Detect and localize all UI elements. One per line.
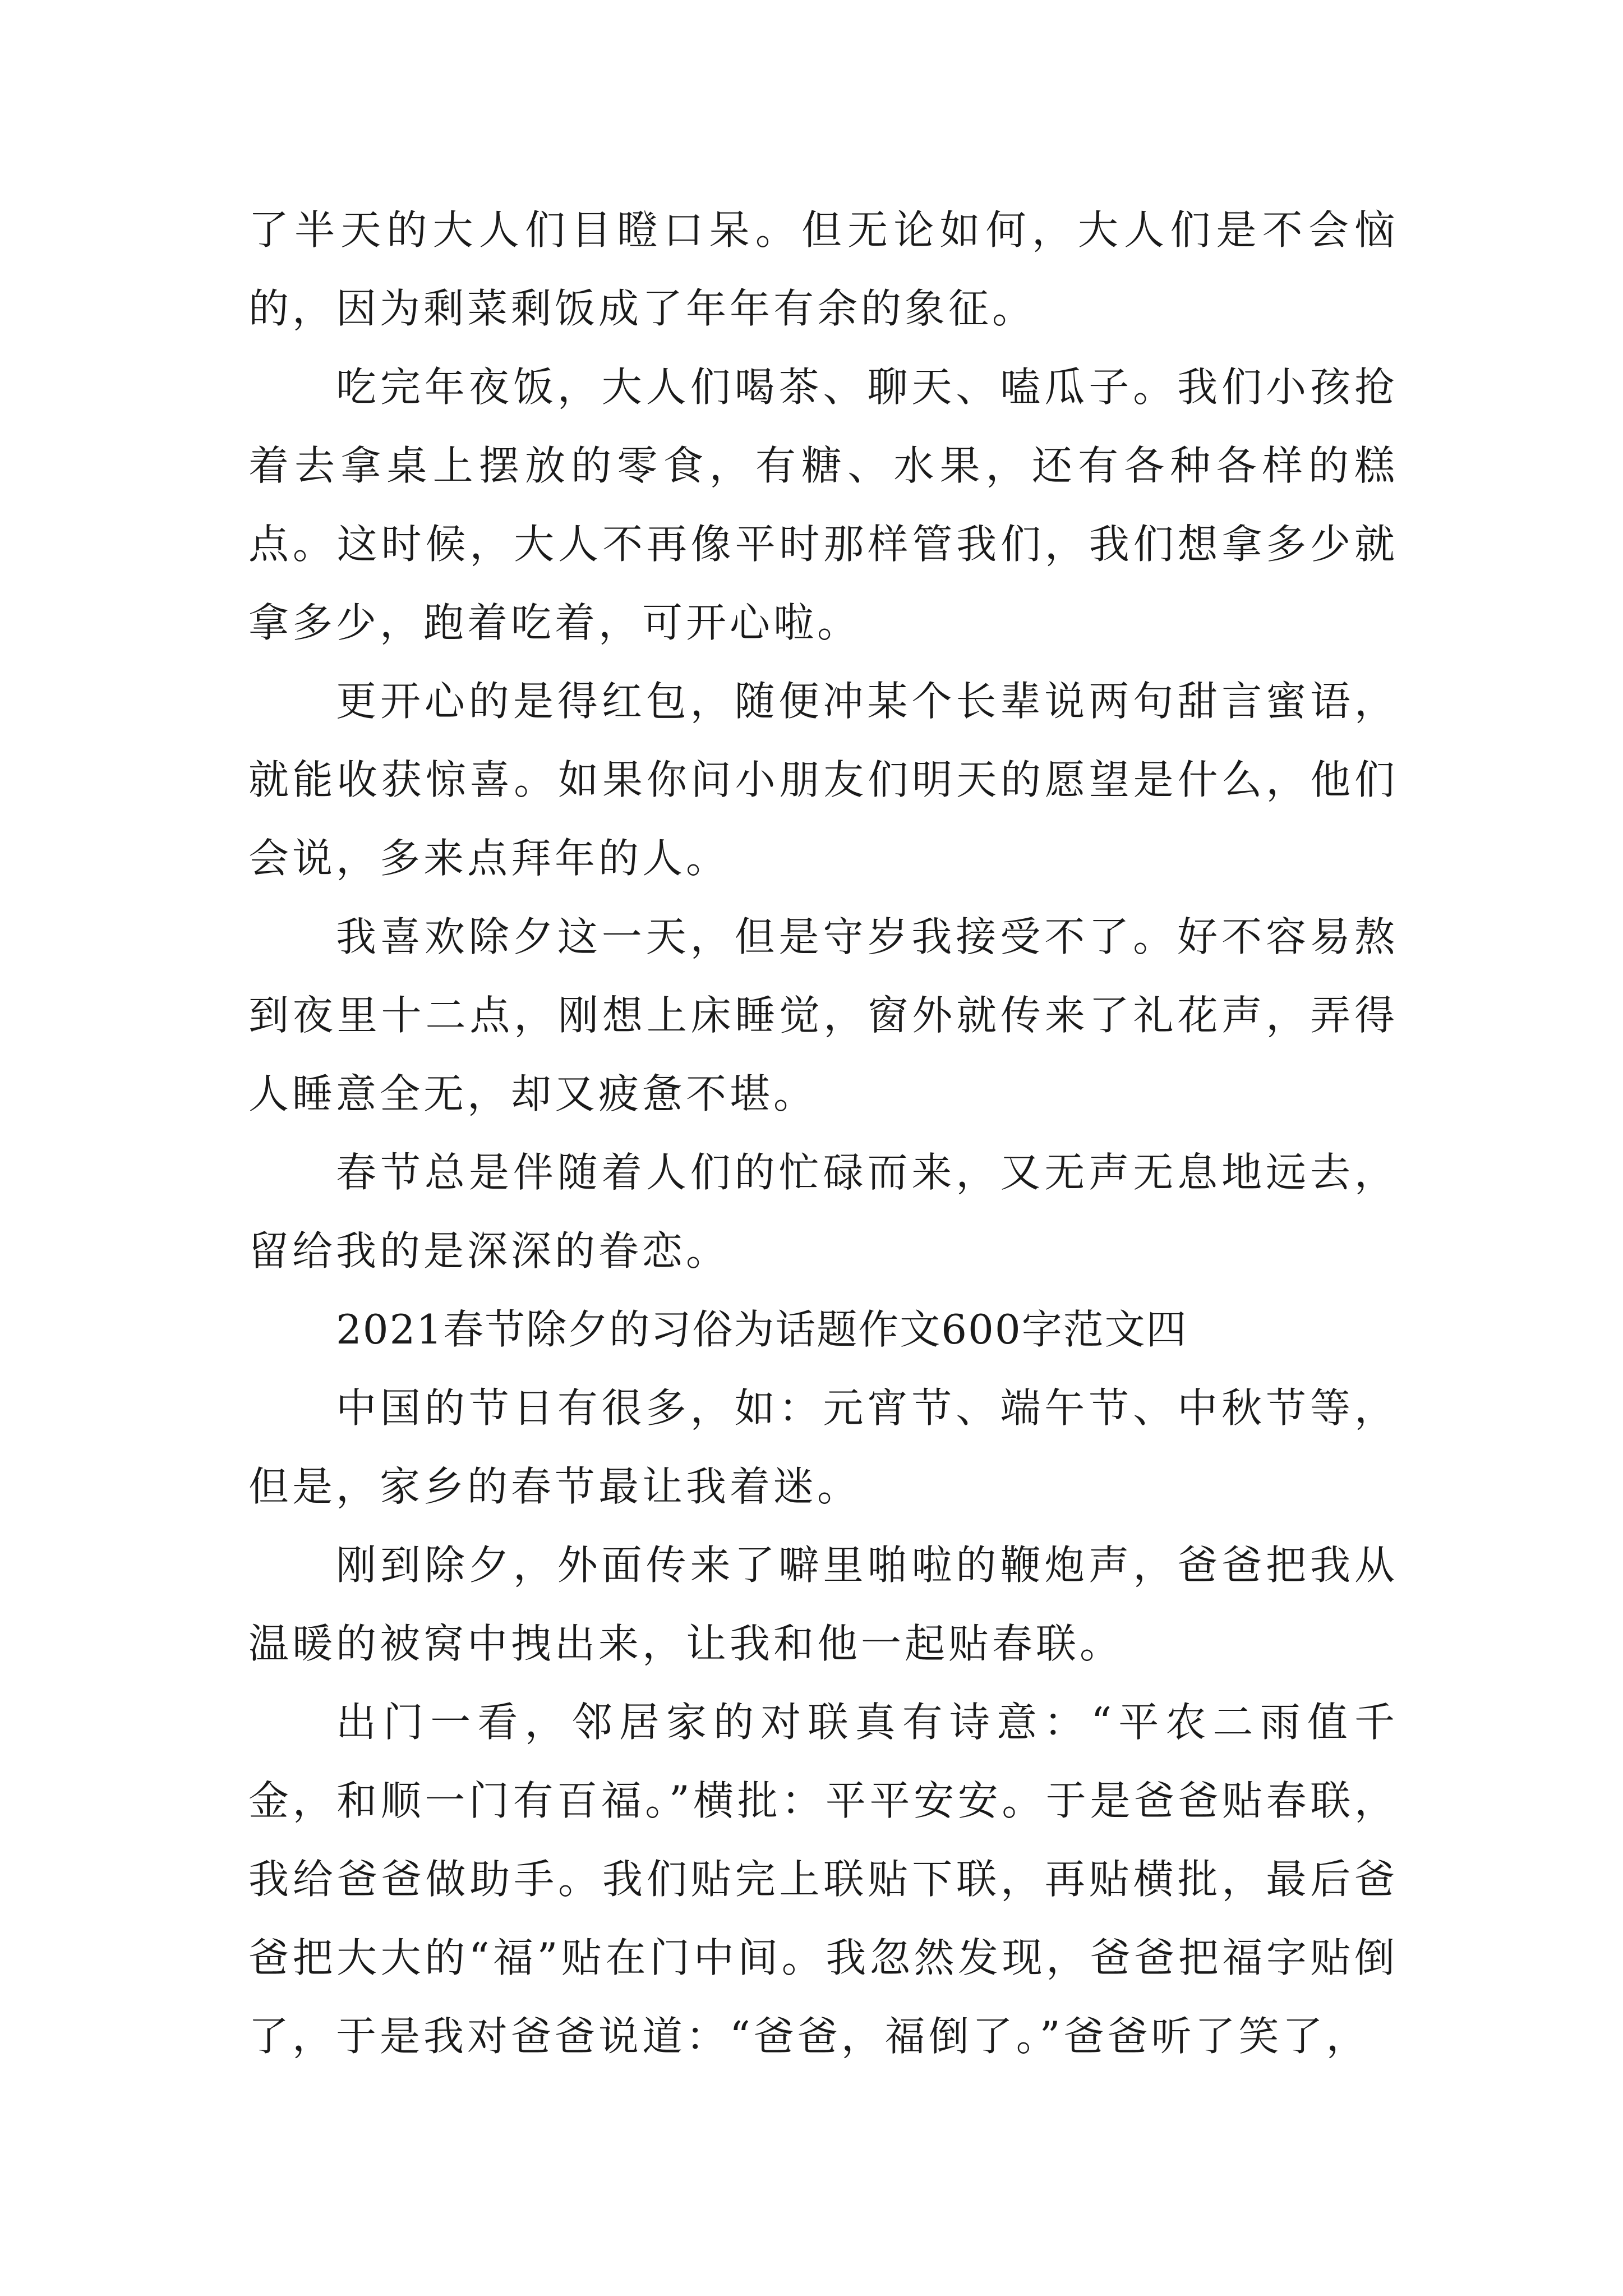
paragraph-8: 出门一看，邻居家的对联真有诗意：“平农二雨值千金，和顺一门有百福。”横批：平平安安。于是爸爸贴春联，我给爸爸做助手。我们贴完上联贴下联，再贴横批，最后爸爸把大大的“福”贴在门中间。我忽然发现，爸爸把福字贴倒了，于是我对爸爸说道：“爸爸，福倒了。”爸爸听了笑了， xyxy=(248,1699,1398,2060)
paragraph-6: 中国的节日有很多，如：元宵节、端午节、中秋节等，但是，家乡的春节最让我着迷。 xyxy=(248,1384,1398,1510)
section-heading: 2021春节除夕的习俗为话题作文600字范文四 xyxy=(336,1306,1188,1353)
paragraph-5: 春节总是伴随着人们的忙碌而来，又无声无息地远去，留给我的是深深的眷恋。 xyxy=(248,1149,1398,1274)
paragraph-4: 我喜欢除夕这一天，但是守岁我接受不了。好不容易熬到夜里十二点，刚想上床睡觉，窗外就传来了礼花声，弄得人睡意全无，却又疲惫不堪。 xyxy=(248,913,1398,1117)
paragraph-1: 了半天的大人们目瞪口呆。但无论如何，大人们是不会恼的，因为剩菜剩饭成了年年有余的象征。 xyxy=(248,206,1398,332)
paragraph-3: 更开心的是得红包，随便冲某个长辈说两句甜言蜜语，就能收获惊喜。如果你问小朋友们明天的愿望是什么，他们会说，多来点拜年的人。 xyxy=(248,678,1398,882)
document-body xyxy=(248,191,1398,2076)
paragraph-7: 刚到除夕，外面传来了噼里啪啦的鞭炮声，爸爸把我从温暖的被窝中拽出来，让我和他一起贴春联。 xyxy=(248,1542,1398,1667)
paragraph-2: 吃完年夜饭，大人们喝茶、聊天、嗑瓜子。我们小孩抢着去拿桌上摆放的零食，有糖、水果，还有各种各样的糕点。这时候，大人不再像平时那样管我们，我们想拿多少就拿多少，跑着吃着，可开心啦。 xyxy=(248,364,1398,646)
